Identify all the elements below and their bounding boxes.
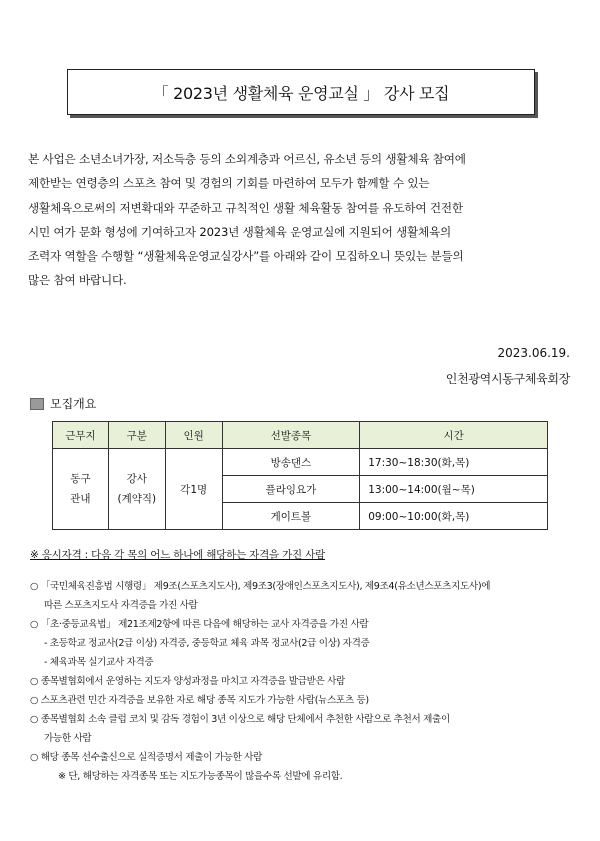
time-cell: 13:00~14:00(월~목) [360,476,548,503]
header-cell: 선발종목 [222,422,360,449]
qualification-item: ○ 종목별협회에서 운영하는 지도자 양성과정을 마치고 자격증을 발급받은 사람 [30,676,345,687]
intro-line: 조력자 역할을 수행할 “생활체육운영교실강사”를 아래와 같이 모집하오니 뜻있는 분들의 [28,249,464,264]
location-cell [53,449,109,530]
category-line: 강사 [126,473,147,485]
qualification-item: - 체육과목 실기교사 자격증 [44,657,154,668]
header-cell: 구분 [108,422,165,449]
qualification-item: ○ 종목별협회 소속 클럽 코치 및 감독 경험이 3년 이상으로 해당 단체에서 추천한 사람으로 추천서 제출이 [30,714,450,725]
page-title: 「 2023년 생활체육 운영교실 」 강사 모집 [152,83,450,103]
qualification-item: 따른 스포츠지도사 자격증을 가진 사람 [44,600,198,611]
count-cell: 각1명 [165,449,222,530]
table-row [53,449,548,476]
header-cell: 시간 [360,422,548,449]
qualification-item: ○ 해당 종목 선수출신으로 실적증명서 제출이 가능한 사람 [30,752,263,763]
intro-line: 많은 참여 바랍니다. [28,273,127,288]
table-header-row [53,422,548,449]
location-line: 동구 [70,473,91,485]
location-line: 관내 [70,493,91,505]
section-title: 모집개요 [50,397,97,411]
qualification-item: ○ 스포츠관련 민간 자격증을 보유한 자로 해당 종목 지도가 가능한 사람(뉴스포츠 등) [30,695,369,706]
category-line: (계약직) [117,493,157,505]
page-title-box [67,69,535,115]
intro-line: 본 사업은 소년소녀가장, 저소득층 등의 소외계층과 어르신, 유소년 등의 생활체육 참여에 [28,152,466,166]
square-bullet-icon [30,398,44,410]
qualification-item: - 초등학교 정교사(2급 이상) 자격증, 중등학교 체육 과목 정교사(2급 이상) 자격증 [44,638,370,649]
qualification-list [30,577,578,786]
qualification-heading: ※ 응시자격 : 다음 각 목의 어느 하나에 해당하는 자격을 가진 사람 [30,549,326,561]
time-cell: 09:00~10:00(화,목) [360,503,548,530]
header-cell: 인원 [165,422,222,449]
sport-cell: 게이트볼 [222,503,360,530]
announcement-date: 2023.06.19. [497,346,570,360]
recruitment-table [52,421,548,530]
section-heading [30,395,96,412]
qualification-item: 가능한 사람 [44,733,92,744]
category-cell [108,449,165,530]
intro-line: 시민 여가 문화 형성에 기여하고자 2023년 생활체육 운영교실에 지원되어 생활체육의 [28,224,452,239]
organization-name: 인천광역시동구체육회장 [445,372,570,386]
qualification-item: ※ 단, 해당하는 자격종목 또는 지도가능종목이 많을수록 선발에 유리함. [58,771,343,782]
time-cell: 17:30~18:30(화,목) [360,449,548,476]
intro-line: 제한받는 연령층의 스포츠 참여 및 경험의 기회를 마련하여 모두가 함께할 수 있는 [28,176,430,191]
qualification-item: ○ 「초·중등교육법」 제21조제2항에 따른 다음에 해당하는 교사 자격증을 가진 사람 [30,619,369,630]
intro-paragraph [28,147,576,293]
sport-cell: 플라잉요가 [222,476,360,503]
intro-line: 생활체육으로써의 저변확대와 꾸준하고 규칙적인 생활 체육활동 참여를 유도하여 건전한 [28,200,463,215]
header-cell: 근무지 [53,422,109,449]
sport-cell: 방송댄스 [222,449,360,476]
qualification-item: ○ 「국민체육진흥법 시행령」 제9조(스포츠지도사), 제9조3(장애인스포츠지도사), 제9조4(유소년스포츠지도사)에 [30,581,491,592]
